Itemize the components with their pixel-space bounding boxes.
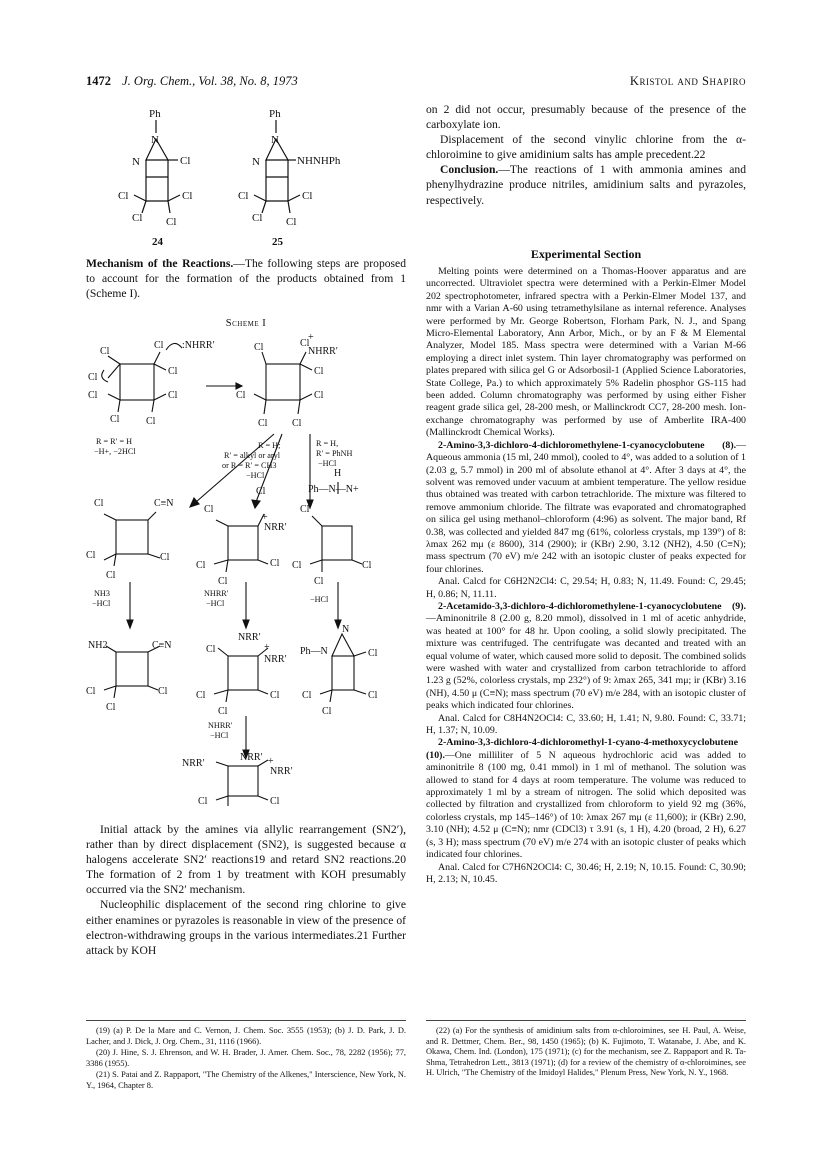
scheme-charge: + (264, 642, 270, 653)
paragraph-nucleophilic: Nucleophilic displacement of the second ring chlorine to give either enamines or pyrazoles is reasonable in view of the presence of electron-withdrawing groups in the various intermediates.21 Further attack by KOH (86, 898, 406, 957)
scheme-cl: Cl (270, 796, 280, 807)
compound-number-24: 24 (152, 236, 163, 248)
scheme-ammonium: NHRR′ (308, 346, 338, 357)
footnote-22: (22) (a) For the synthesis of amidinium salts from α-chloroimines, see H. Paul, A. Weise, and R. Dettmer, Chem. Ber., 98, 1450 (1965); (b) K. Fujimoto, T. Watanabe, J. Abe, and K. Okawa, Chem. Ind. (London), 175 (1971); (c) for the mechanism, see Z. Rappaport and R. Ta-Shma, Tetrahedron Lett., 3813 (1971); (d) for a review of the chemistry of α-chloroimines, see H. Ulrich, "The Chemistry of the Imidoyl Halides," Plenum Press, New York, N. Y., 1968. (426, 1026, 746, 1078)
label-n: N (252, 156, 260, 168)
scheme-cl: Cl (270, 558, 280, 569)
scheme-condition: −HCl (210, 731, 229, 740)
scheme-cl: Cl (292, 418, 302, 429)
left-body-text (86, 822, 406, 958)
label-cl: Cl (180, 155, 191, 167)
label-n: N (132, 156, 140, 168)
scheme-cl: Cl (86, 686, 96, 697)
label-ph: Ph (149, 108, 161, 120)
scheme-cl: Cl (206, 644, 216, 655)
journal-citation: J. Org. Chem., Vol. 38, No. 8, 1973 (122, 74, 298, 88)
scheme-charge: + (268, 756, 274, 767)
footnote-rule-left (86, 1020, 406, 1021)
footnotes-left (86, 1026, 406, 1093)
scheme-cl: Cl (254, 342, 264, 353)
mechanism-paragraph (86, 256, 406, 301)
scheme-cl: Cl (196, 690, 206, 701)
scheme-1 (86, 334, 416, 810)
label-cl: Cl (252, 212, 263, 224)
scheme-cl: Cl (168, 390, 178, 401)
footnotes-right (426, 1026, 746, 1080)
scheme-cl: Cl (88, 372, 98, 383)
scheme-condition: −HCl (92, 599, 111, 608)
scheme-cl: Cl (106, 570, 116, 581)
scheme-condition: −HCl (318, 459, 337, 468)
experimental-general: Melting points were determined on a Thomas-Hoover apparatus and are uncorrected. Ultraviolet spectra were determined with a Perkin-Elmer Model 202 spectrophotometer, infrared spectra with a Perkin-Elmer Model 137, and nmr with a Varian A-60 using tetramethylsilane as internal reference. Analyses were performed by Mr. George Robertson, Florham Park, N. J., and Spang Micro-Elemental Laboratory, Ann Arbor, Mich., or by an F & M Elemental Analyzer, Model 185. Mass spectra were determined with a Varian M-66 employing a direct inlet system. Thin layer chromatography was performed on plates prepared with silica gel G or Adsorbosil-1 (Applied Science Laboratories, State College, Pa.) to which approximately 5% Radelin phosphor GS-115 had been added. Column chromatography was performed by using either Fisher reagent grade silica gel, 28-200 mesh, or Mallinckrodt CC7, 28-200 mesh. Ion-exchange chromatography was performed by use of Amberlite IRA-400 (Mallinckrodt Chemical Works). (426, 266, 746, 439)
scheme-cl: Cl (292, 560, 302, 571)
scheme-cl: Cl (314, 576, 324, 587)
scheme-condition: or R = R′ = CH3 (222, 461, 277, 470)
scheme-label: Scheme I (225, 318, 267, 329)
scheme-cl: Cl (158, 686, 168, 697)
label-nhnhph: NHNHPh (297, 155, 341, 167)
scheme-cl: Cl (322, 706, 332, 717)
scheme-cl: Cl (314, 390, 324, 401)
scheme-cl: Cl (368, 690, 378, 701)
compound-10-procedure: —One milliliter of 5 N aqueous hydrochloric acid was added to aminonitrile 8 (100 mg, 0.41 mmol) in 1 ml of methanol. The solution was allowed to stand for 4 days at room temperature. The volume was reduced to approximately 1 ml by a stream of nitrogen. The solid which deposited was collected by filtration and crystallized from chloroform to yield 92 mg (36%, colorless crystals, mp 145–146°) of 10: λmax 267 mμ (ε 11,600); ir (KBr) 2.90, 3.10 (NH); 4.52 μ (C≡N); nmr (CDCl3) τ 3.91 (s, 1 H), 4.20 (broad, 2 H), 6.27 (s, 3 H); mass spectrum (70 eV) m/e 274 with an isotopic cluster of peaks which indicated four chlorines. (426, 749, 746, 861)
label-cl: Cl (182, 190, 193, 202)
scheme-h: H (334, 468, 342, 479)
scheme-cl: Cl (110, 414, 120, 425)
scheme-charge: + (262, 512, 268, 523)
label-cl: Cl (166, 216, 177, 228)
footnote-19: (19) (a) P. De la Mare and C. Vernon, J. Chem. Soc. 3555 (1953); (b) J. D. Park, J. D. Lacher, and J. Dick, J. Org. Chem., 31, 1116 (1966). (86, 1026, 406, 1046)
scheme-cl: Cl (94, 498, 104, 509)
scheme-cl: Cl (218, 576, 228, 587)
scheme-cl: Cl (160, 552, 170, 563)
scheme-condition: NHRR′ (204, 589, 229, 598)
scheme-cl: Cl (362, 560, 372, 571)
label-cl: Cl (238, 190, 249, 202)
scheme-cl: Cl (146, 416, 156, 427)
scheme-iminium: NRR′ (264, 522, 287, 533)
mechanism-heading: Mechanism of the Reactions. (86, 257, 234, 270)
scheme-cl: Cl (236, 390, 246, 401)
scheme-cl: Cl (218, 706, 228, 717)
compound-9-procedure: —Aminonitrile 8 (2.00 g, 8.20 mmol), dissolved in 1 ml of acetic anhydride, was heated at 100° for 48 hr. Upon cooling, a solid slowly precipitated. The mixture was centrifuged. The centrifugate was decanted and treated with an equal volume of water, which caused more solid to deposit. The combined solids were washed with water and crystallized from carbon tetrachloride to afford 1.23 g (52%, colorless crystals, mp 232°) of 9: λmax 265, 341 mμ; ir (KBr) 3.16 (NH), 4.50 μ (C≡N); mass spectrum (70 eV) m/e 284, with an isotopic cluster of peaks which indicated four chlorines. (426, 613, 746, 712)
running-authors: Kristol and Shapiro (629, 74, 746, 88)
scheme-iminium: NRR′ (270, 766, 293, 777)
compound-9-analysis: Anal. Calcd for C8H4N2OCl4: C, 33.60; H, 1.41; N, 9.80. Found: C, 33.71; H, 1.37; N, 10.09. (426, 712, 746, 737)
label-n: N (271, 134, 279, 146)
scheme-condition: NHRR′ (208, 721, 233, 730)
scheme-condition: R = R′ = H (96, 437, 133, 446)
scheme-cl: Cl (100, 346, 110, 357)
scheme-cl: Cl (198, 796, 208, 807)
experimental-section (426, 266, 746, 886)
scheme-condition: R = H, (316, 439, 339, 448)
compound-10-title: 2-Amino-3,3-dichloro-4-dichloromethyl-1-cyano-4-methoxycyclobutene (10). (426, 737, 738, 761)
scheme-cl: Cl (300, 338, 310, 349)
scheme-condition: −H+, −2HCl (94, 447, 136, 456)
label-n: N (151, 134, 159, 146)
scheme-amino: NRR′ (240, 752, 263, 763)
compound-8-title: 2-Amino-3,3-dichloro-4-dichloromethylene-1-cyanocyclobutene (8). (438, 439, 737, 451)
compound-8-procedure: —Aqueous ammonia (15 ml, 240 mmol), cooled to 4°, was added to a solution of 1 (2.03 g, 5.7 mmol) in 200 ml of absolute ethanol at 4°. After 3 days at 4°, the solvent was removed under vacuum at ambient temperature. The yellow residue thus obtained was treated with carbon tetrachloride. The mixture was filtered to remove ammonium chloride. The filtrate was evaporated and chromatographed on silica gel using methanol–chloroform (4:96) as solvent. The major band, Rf 0.38, was collected and yielded 847 mg (61%, colorless crystals, mp 139°) of 8: λmax 262 mμ (ε 8600), 314 (2900); ir (KBr) 2.90, 3.12 (NH2), 4.50 (C≡N); mass spectrum (70 eV) m/e 242 with an isotopic cluster of peaks expected for four chlorines. (426, 439, 746, 575)
scheme-condition: NH3 (94, 589, 110, 598)
scheme-condition: R′ = PhNH (316, 449, 353, 458)
scheme-cl: Cl (196, 560, 206, 571)
scheme-cl: Cl (270, 690, 280, 701)
paragraph-sn2-prime: Initial attack by the amines via allylic rearrangement (SN2′), rather than by direct displacement (SN2), is suggested because α halogens accelerate SN2′ reactions19 and retard SN2 reactions.20 The formation of 2 from 1 by treatment with KOH presumably occurred via the SN2′ mechanism. (86, 823, 406, 897)
scheme-cl: Cl (106, 702, 116, 713)
scheme-cl: Cl (258, 418, 268, 429)
scheme-cl: Cl (204, 504, 214, 515)
running-header (86, 74, 746, 89)
compound-10-analysis: Anal. Calcd for C7H6N2OCl4: C, 30.46; H, 2.19; N, 10.15. Found: C, 30.90; H, 2.13; N, 10.45. (426, 861, 746, 885)
scheme-n: N (342, 624, 350, 635)
paragraph-displacement: Displacement of the second vinylic chlorine from the α-chloroimine to give amidinium salts has ample precedent.22 (426, 133, 746, 162)
scheme-cl: Cl (302, 690, 312, 701)
scheme-amine: NH2 (88, 640, 108, 651)
scheme-cl: Cl (154, 340, 164, 351)
scheme-condition: −HCl (246, 471, 265, 480)
scheme-cl: Cl (86, 550, 96, 561)
scheme-charge: + (308, 334, 314, 343)
compound-9-title: 2-Acetamido-3,3-dichloro-4-dichloromethylene-1-cyanocyclobutene (9). (438, 600, 746, 612)
scheme-hydrazonium: Ph—N—N+ (308, 484, 359, 495)
scheme-phenyl-n: Ph—N (300, 646, 328, 657)
compound-8-analysis: Anal. Calcd for C6H2N2Cl4: C, 29.54; H, 0.83; N, 11.49. Found: C, 29.45; H, 0.86; N, 11.11. (426, 576, 746, 600)
page-number: 1472 (86, 74, 111, 88)
scheme-cl: Cl (368, 648, 378, 659)
scheme-condition: −HCl (310, 595, 329, 604)
label-cl: Cl (132, 212, 143, 224)
compound-number-25: 25 (272, 236, 283, 248)
scheme-cl: Cl (314, 366, 324, 377)
scheme-cl: Cl (88, 390, 98, 401)
structures-24-25 (96, 105, 396, 255)
footnote-21: (21) S. Patai and Z. Rappaport, "The Chemistry of the Alkenes," Interscience, New York, N. Y., 1964, Chapter 8. (86, 1070, 406, 1090)
mechanism-body: —The following steps are proposed to account for the formation of the products obtained from 1 (Scheme I). (86, 257, 406, 301)
scheme-condition: R = H; (258, 441, 281, 450)
scheme-condition: −HCl (206, 599, 225, 608)
scheme-cl: Cl (256, 486, 266, 497)
scheme-iminium: NRR′ (264, 654, 287, 665)
scheme-cl: Cl (168, 366, 178, 377)
experimental-heading: Experimental Section (530, 247, 642, 261)
paragraph-koh: on 2 did not occur, presumably because of the presence of the carboxylate ion. (426, 103, 746, 132)
label-cl: Cl (286, 216, 297, 228)
scheme-amino: NRR′ (238, 632, 261, 643)
footnote-20: (20) J. Hine, S. J. Ehrenson, and W. H. Brader, J. Amer. Chem. Soc., 78, 2282 (1956); 77, 3386 (1955). (86, 1048, 406, 1068)
scheme-cl: Cl (300, 504, 310, 515)
label-cl: Cl (118, 190, 129, 202)
scheme-nitrile: C≡N (152, 640, 172, 651)
right-top-text (426, 102, 746, 208)
scheme-amine-nucleophile: :NHRR′ (182, 340, 215, 351)
scheme-amino: NRR′ (182, 758, 205, 769)
footnote-rule-right (426, 1020, 746, 1021)
conclusion-heading: Conclusion. (440, 163, 499, 177)
scheme-nitrile: C≡N (154, 498, 174, 509)
label-ph: Ph (269, 108, 281, 120)
conclusion-body: —The reactions of 1 with ammonia amines and phenylhydrazine produce nitriles, amidinium salts and pyrazoles, respectively. (426, 163, 746, 207)
label-cl: Cl (302, 190, 313, 202)
scheme-condition: R′ = alkyl or aryl (224, 451, 280, 460)
